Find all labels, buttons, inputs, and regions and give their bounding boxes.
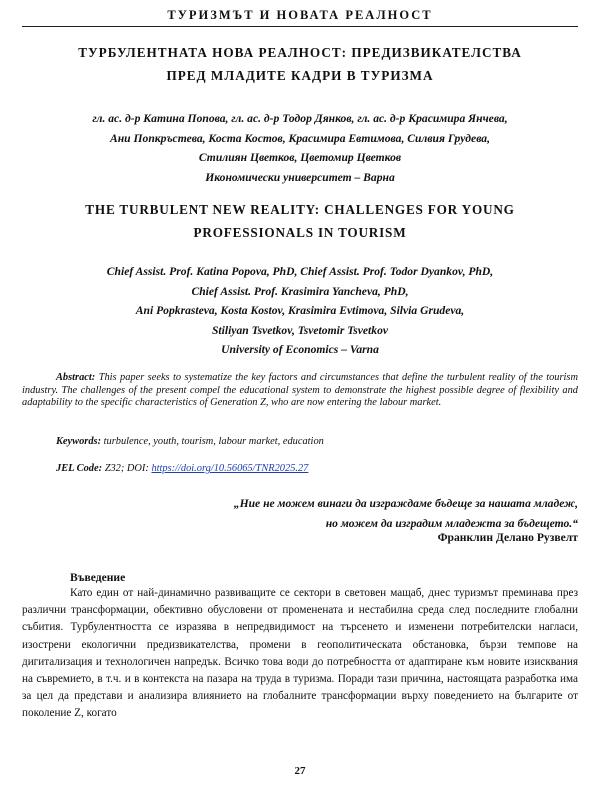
jel-text: Z32; DOI: xyxy=(104,463,149,474)
title-bg-line-1: ТУРБУЛЕНТНАТА НОВА РЕАЛНОСТ: ПРЕДИЗВИКАТЕЛСТВА xyxy=(78,45,522,60)
body-paragraph: Като един от най-динамично развиващите се сектори в световен мащаб, днес туризмът преминава през различни трансформации, обективно обусловени от променената и нестабилна среда след последните глобални събития. Турбулентността се изразява в непредвидимост на търсенето и изменени потребителски нагласи, изострени екологични предизвикателства, промени в геополитическата обстановка, бързи темпове на дигитализация и технологичен напредък. Всичко това води до потребността от адаптиране към новите изисквания на съвремието, в т.ч. и в контекста на пазара на труда в туризма. Поради тази причина, настоящата разработка има за цел да представи и анализира влиянието на глобалните трансформации върху поведението на българите от поколение Z, когато xyxy=(22,587,578,720)
title-bulgarian xyxy=(22,41,578,87)
authors-english xyxy=(22,262,578,360)
quote-author: Франклин Делано Рузвелт xyxy=(437,531,578,544)
authors-bulgarian xyxy=(22,109,578,187)
quote-line-1: „Ние не можем винаги да изграждаме бъдеще за нашата младеж, xyxy=(233,497,578,510)
authors-en-line-3: Ani Popkrasteva, Kosta Kostov, Krasimira Evtimova, Silvia Grudeva, xyxy=(135,304,465,317)
running-header xyxy=(22,4,578,27)
abstract-text: This paper seeks to systematize the key factors and circumstances that define the turbulent reality of the tourism industry. The challenges of the present compel the educational system to demonstrate the highest possible degree of flexibility and adaptability to the specific characteristics of Generation Z, who are now entering the labour market. xyxy=(22,372,578,409)
abstract-label: Abstract: xyxy=(56,372,96,383)
authors-en-line-1: Chief Assist. Prof. Katina Popova, PhD, Chief Assist. Prof. Todor Dyankov, PhD, xyxy=(106,265,494,278)
section-heading-introduction: Въведение xyxy=(70,571,126,584)
affiliation-bg: Икономически университет – Варна xyxy=(205,170,395,184)
quote-line-2: но можем да изградим младежта за бъдещето.“ xyxy=(325,516,578,530)
authors-bg-line-1: гл. ас. д-р Катина Попова, гл. ас. д-р Тодор Дянков, гл. ас. д-р Красимира Янчева, xyxy=(92,112,508,125)
doi-link[interactable]: https://doi.org/10.56065/TNR2025.27 xyxy=(151,463,309,474)
title-en-line-2: PROFESSIONALS IN TOURISM xyxy=(193,225,407,240)
authors-bg-line-2: Ани Попкръстева, Коста Костов, Красимира Евтимова, Силвия Грудева, xyxy=(110,131,490,145)
title-bg-line-2: ПРЕД МЛАДИТЕ КАДРИ В ТУРИЗМА xyxy=(166,68,434,83)
title-english xyxy=(22,198,578,244)
keywords-text: turbulence, youth, tourism, labour market, education xyxy=(103,436,324,447)
title-en-line-1: THE TURBULENT NEW REALITY: CHALLENGES FOR YOUNG xyxy=(85,202,515,217)
authors-en-line-2: Chief Assist. Prof. Krasimira Yancheva, PhD, xyxy=(191,284,409,298)
jel-doi xyxy=(56,462,578,475)
affiliation-en: University of Economics – Varna xyxy=(221,343,379,356)
authors-en-line-4: Stiliyan Tsvetkov, Tsvetomir Tsvetkov xyxy=(211,323,389,337)
abstract xyxy=(22,372,578,410)
keywords-label: Keywords: xyxy=(56,436,102,447)
keywords xyxy=(56,435,578,448)
jel-label: JEL Code: xyxy=(56,463,103,474)
authors-bg-line-3: Стилиян Цветков, Цветомир Цветков xyxy=(198,151,402,164)
page-number: 27 xyxy=(294,765,306,777)
running-title: ТУРИЗМЪТ И НОВАТА РЕАЛНОСТ xyxy=(167,8,433,22)
